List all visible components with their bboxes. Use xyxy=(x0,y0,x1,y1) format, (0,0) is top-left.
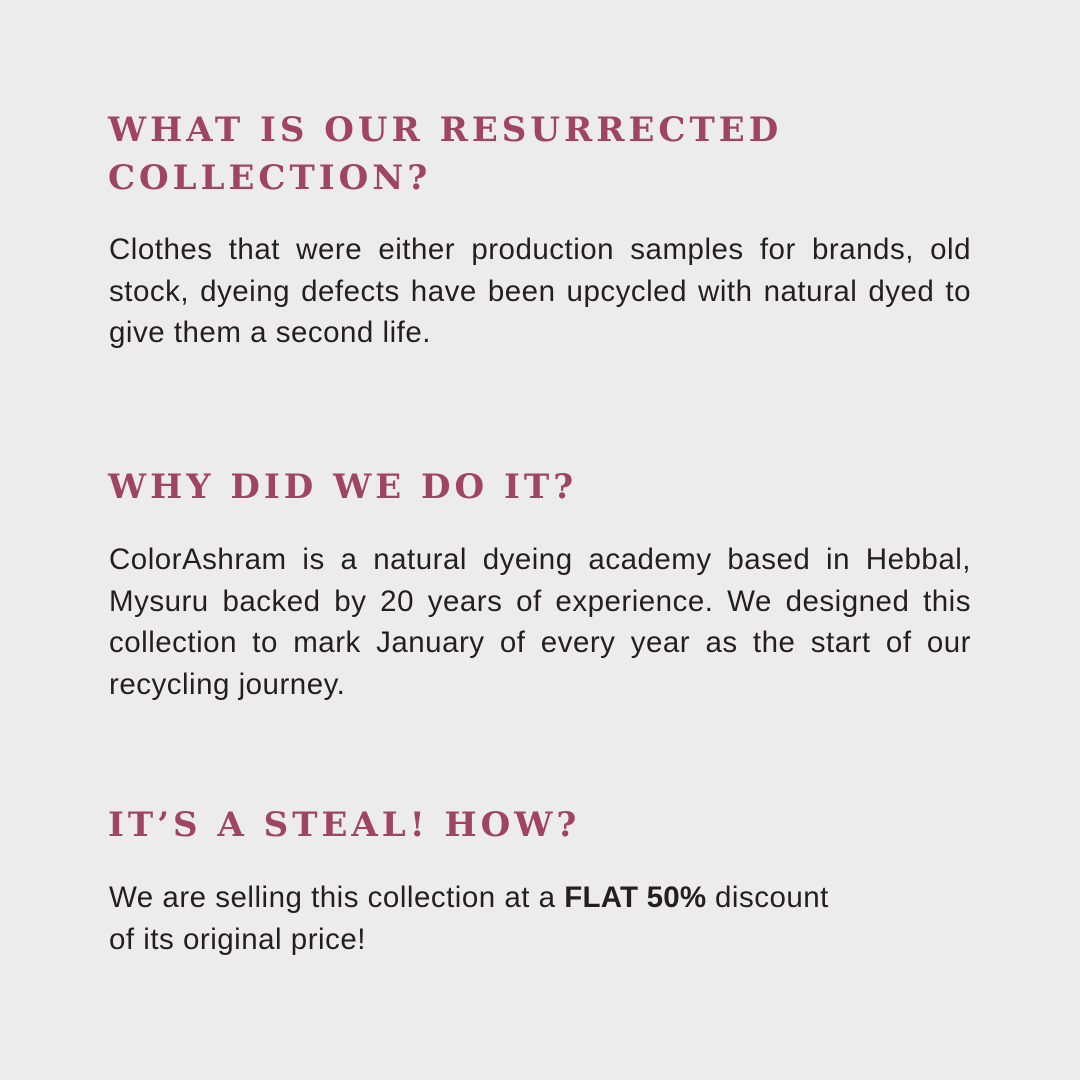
discount-text-prefix: We are selling this collection at a xyxy=(109,881,565,914)
discount-text-suffix: discount xyxy=(706,881,829,914)
discount-text-line-2: of its original price! xyxy=(109,922,366,956)
section-heading-its-a-steal: IT’S A STEAL! HOW? xyxy=(108,805,581,845)
section-heading-what-is-resurrected-collection xyxy=(108,106,808,202)
discount-highlight: FLAT 50% xyxy=(564,881,707,914)
heading-line-2: COLLECTION? xyxy=(108,158,432,198)
heading-line-1: WHAT IS OUR RESURRECTED xyxy=(108,110,783,150)
section-body-discount-offer xyxy=(109,877,929,960)
section-heading-why-did-we-do-it: WHY DID WE DO IT? xyxy=(108,467,578,507)
section-body-colorashram-story: ColorAshram is a natural dyeing academy based in Hebbal, Mysuru backed by 20 years of experience. We designed this collection to mark January of every year as the start of our recycling journey. xyxy=(109,543,971,701)
section-body-resurrected-collection: Clothes that were either production samples for brands, old stock, dyeing defects have been upcycled with natural dyed to give them a second life. xyxy=(109,233,971,349)
